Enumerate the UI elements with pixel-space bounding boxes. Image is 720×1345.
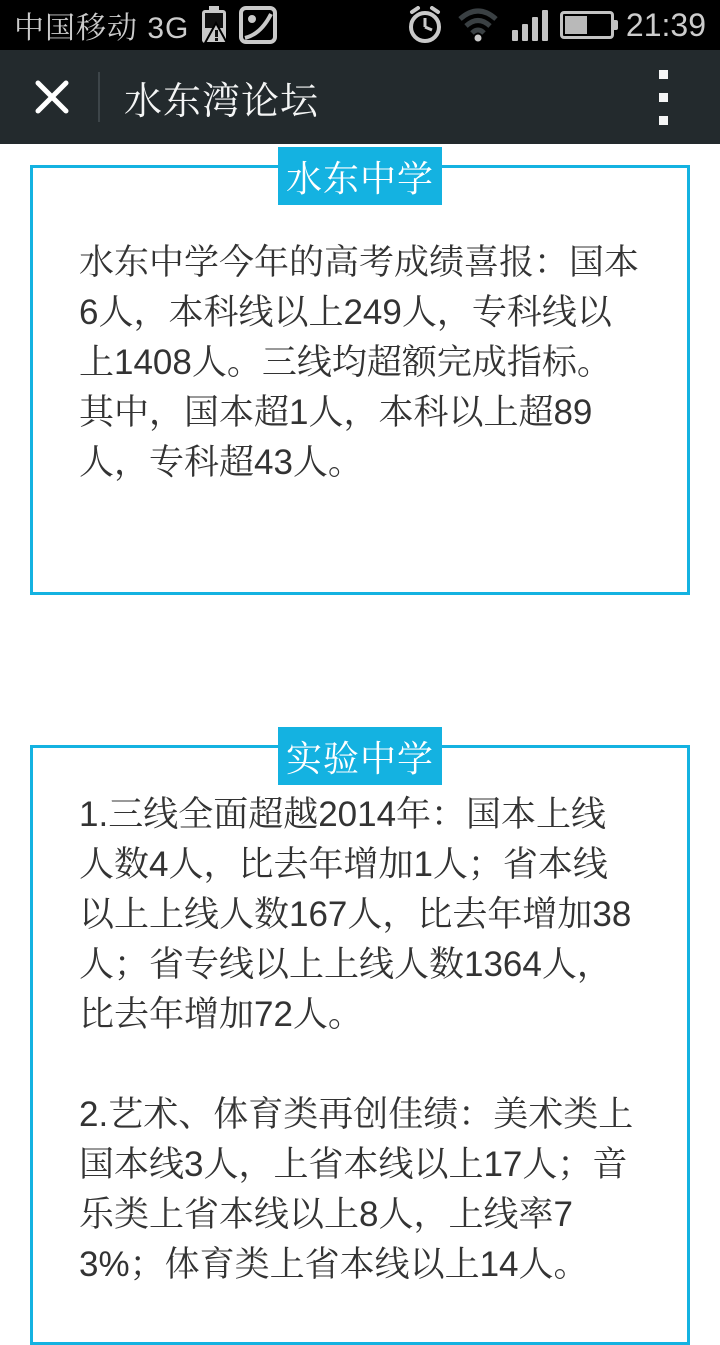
card-shuidong: [30, 157, 690, 595]
card-shiyan: [30, 737, 690, 1345]
carrier-label: 中国移动 3G: [14, 12, 190, 45]
menu-dots-icon: [659, 70, 668, 79]
card-body-shiyan: [33, 748, 687, 1320]
alarm-icon: [406, 6, 444, 44]
battery-icon: [560, 11, 614, 39]
card-body-shuidong: [33, 168, 687, 518]
card-tab-shuidong: 水东中学: [278, 147, 442, 205]
paragraph: 2.艺术、体育类再创佳绩：美术类上国本线3人，上省本线以上17人；音乐类上省本线以上8人，上线率73%；体育类上省本线以上14人。: [79, 1095, 634, 1284]
header-divider: [98, 72, 100, 122]
title-bar: [0, 50, 720, 144]
paragraph: 1.三线全面超越2014年：国本上线人数4人，比去年增加1人；省本线以上上线人数167人，比去年增加38人；省专线以上上线人数1364人，比去年增加72人。: [79, 795, 632, 1034]
photo-icon: [239, 6, 277, 44]
page-title: 水东湾论坛: [124, 80, 320, 123]
card-tab-shiyan: 实验中学: [278, 727, 442, 785]
paragraph: 水东中学今年的高考成绩喜报：国本6人，本科线以上249人，专科线以上1408人。三线均超额完成指标。其中，国本超1人，本科以上超89人，专科超43人。: [79, 243, 640, 482]
close-icon: [33, 78, 71, 116]
status-right: [406, 6, 706, 44]
close-button[interactable]: [30, 75, 74, 119]
status-bar: [0, 0, 720, 50]
signal-icon: [512, 9, 548, 41]
menu-button[interactable]: [653, 64, 674, 131]
page-content: [0, 157, 720, 1345]
status-time: 21:39: [625, 6, 706, 43]
battery-warning-icon: [199, 5, 229, 45]
wifi-icon: [456, 7, 500, 43]
status-left: [14, 3, 277, 47]
